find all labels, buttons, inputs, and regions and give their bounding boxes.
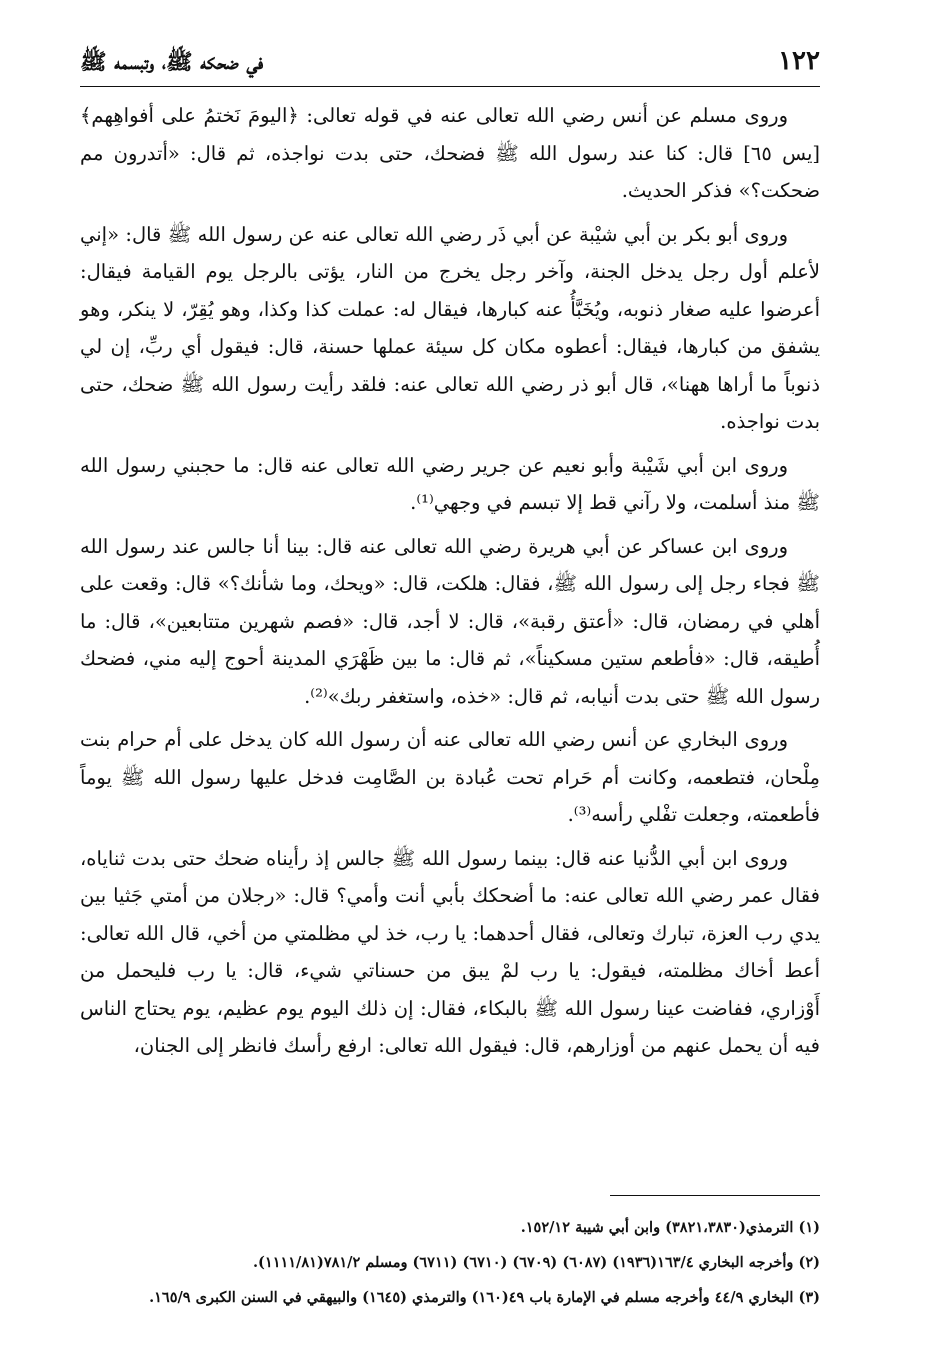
- paragraph-umm-haram: وروى البخاري عن أنس رضي الله تعالى عنه أن رسول الله كان يدخل على أم حرام بنت مِلْحان، فتطعمه، وكانت أم حَرام تحت عُبادة بن الصَّامِت فدخل عليها رسول الله ﷺ يوماً فأطعمته، وجعلت تفْلي رأسه⁽³⁾.: [80, 728, 820, 826]
- paragraph-abu-hurayra: وروى ابن عساكر عن أبي هريرة رضي الله تعالى عنه قال: بينا أنا جالس عند رسول الله ﷺ فجاء رجل إلى رسول الله ﷺ، فقال: هلكت، قال: «ويحك، وما شأنك؟» قال: وقعت على أهلي في رمضان، قال: «أعتق رقبة»، قال: لا أجد، قال: «فصم شهرين متتابعين»، قال: ما أُطيقه، قال: «فأطعم ستين مسكيناً»، ثم قال: ما بين ظَهْرَي المدينة أحوج إليه مني، فضحك رسول الله ﷺ حتى بدت أنيابه، ثم قال: «خذه، واستغفر ربك»⁽²⁾.: [80, 534, 820, 708]
- paragraph-muslim-anas: وروى مسلم عن أنس رضي الله تعالى عنه في قوله تعالى: ﴿اليومَ نَختمُ على أفواهِهم﴾ [يس ٦٥] قال: كنا عند رسول الله ﷺ فضحك، حتى بدت نواجذه، ثم قال: «أتدرون مم ضحكت؟» فذكر الحديث.: [80, 104, 820, 202]
- paragraph-ibn-abi-dunya: وروى ابن أبي الدُّنيا عنه قال: بينما رسول الله ﷺ جالس إذ رأيناه ضحك حتى بدت ثناياه، فقال عمر رضي الله تعالى عنه: ما أضحكك بأبي أنت وأمي؟ قال: «رجلان من أمتي جَثيا بين يدي رب العزة، تبارك وتعالى، فقال أحدهما: يا رب، خذ لي مظلمتي من أخي، قال الله تعالى: أعط أخاك مظلمته، فيقول: يا رب لمْ يبق من حسناتي شيء، قال: يا رب فليحمل من أَوْزاري، ففاضت عينا رسول الله ﷺ بالبكاء، فقال: إن ذلك اليوم يوم عظيم، يوم يحتاج الناس فيه أن يحمل عنهم من أوزارهم، قال: فيقول الله تعالى: ارفع رأسك فانظر إلى الجنان،: [80, 846, 820, 1057]
- page-header: [80, 40, 820, 87]
- footnote-1: (١) الترمذي(٣٨٢١،٣٨٣٠) وابن أبي شيبة ١٥٢/١٢.: [520, 1219, 820, 1236]
- footnote-divider: [610, 1195, 820, 1196]
- paragraph-jarir: وروى ابن أبي شَيْبة وأبو نعيم عن جرير رضي الله تعالى عنه قال: ما حجبني رسول الله ﷺ منذ أسلمت، ولا رآني قط إلا تبسم في وجهي⁽¹⁾.: [80, 453, 820, 514]
- footnote-3: (٣) البخاري ٤٤/٩ وأخرجه مسلم في الإمارة باب ٤٩(١٦٠) والترمذي (١٦٤٥) والبيهقي في السنن الكبرى ١٦٥/٩.: [149, 1289, 820, 1306]
- paragraph-abu-dharr: وروى أبو بكر بن أبي شيْبة عن أبي ذَر رضي الله تعالى عنه عن رسول الله ﷺ قال: «إني لأعلم أول رجل يدخل الجنة، وآخر رجل يخرج من النار، يؤتى بالرجل يوم القيامة فيقال: أعرضوا عليه صغار ذنوبه، ويُخَبَّأُ عنه كبارها، فيقال له: عملت كذا وكذا، وهو يُقِرّ، لا ينكر، وهو يشفق من كبارها، فيقال: أعطوه مكان كل سيئة عملها حسنة، قال: فيقول أي ربِّ، إن لي ذنوباً ما أراها ههنا»، قال أبو ذر رضي الله تعالى عنه: فلقد رأيت رسول الله ﷺ ضحك، حتى بدت نواجذه.: [80, 222, 820, 433]
- running-title: في ضحكه ﷺ، وتبسمه ﷺ: [80, 49, 264, 75]
- page-number: ١٢٢: [778, 46, 820, 76]
- body-text: [80, 97, 820, 1065]
- book-page: [80, 40, 820, 1340]
- footnotes: [80, 1210, 820, 1315]
- footnote-2: (٢) وأخرجه البخاري ١٦٣/٤(١٩٣٦) (٦٠٨٧) (٦٧٠٩) (٦٧١٠) (٦٧١١) ومسلم ٧٨١/٢(١١١١/٨١).: [252, 1254, 820, 1271]
